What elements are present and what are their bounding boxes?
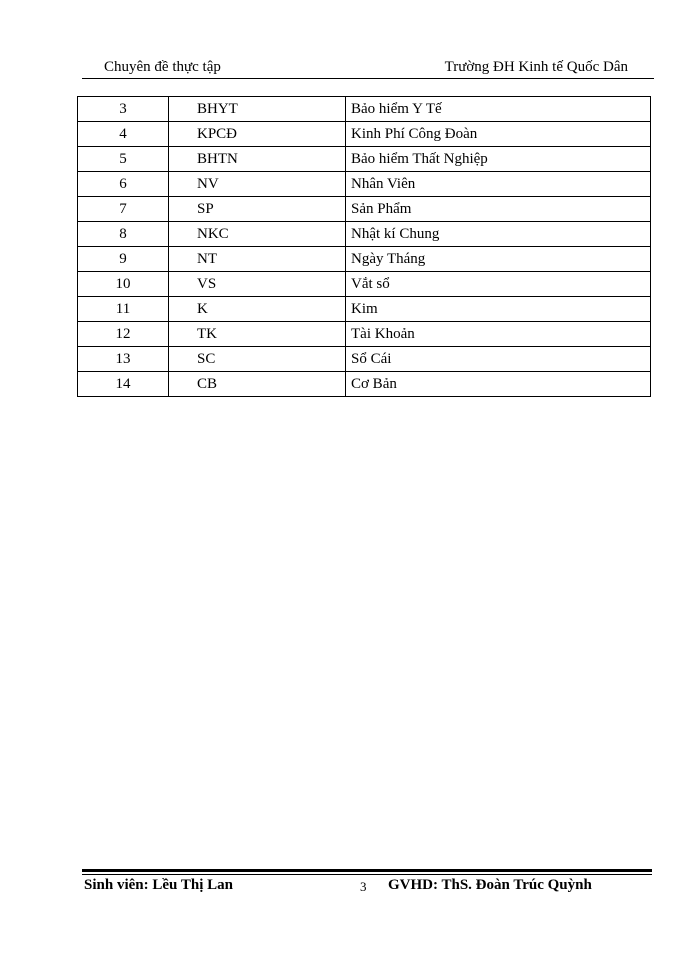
row-number-cell: 7 [78,197,169,222]
table-row [78,322,651,347]
abbreviation-cell: KPCĐ [169,122,346,147]
row-number-cell: 13 [78,347,169,372]
header-title: Chuyên đề thực tập [104,59,221,75]
abbreviation-cell: CB [169,372,346,397]
header-divider [82,78,654,79]
full-name-cell: Kim [346,297,651,322]
row-number-cell: 6 [78,172,169,197]
footer-student: Sinh viên: Lều Thị Lan [84,877,233,893]
footer-divider-thick [82,869,652,872]
abbreviation-cell: SC [169,347,346,372]
footer-advisor: GVHD: ThS. Đoàn Trúc Quỳnh [388,877,592,893]
abbreviation-cell: BHTN [169,147,346,172]
abbreviation-cell: SP [169,197,346,222]
header-school: Trường ĐH Kinh tế Quốc Dân [444,59,628,75]
row-number-cell: 11 [78,297,169,322]
page-number: 3 [360,879,367,894]
row-number-cell: 8 [78,222,169,247]
abbreviation-table-body [78,97,651,397]
full-name-cell: Vắt sổ [346,272,651,297]
full-name-cell: Tài Khoản [346,322,651,347]
page-footer [82,876,654,898]
abbreviation-cell: NKC [169,222,346,247]
table-row [78,97,651,122]
full-name-cell: Kinh Phí Công Đoàn [346,122,651,147]
table-row [78,197,651,222]
row-number-cell: 4 [78,122,169,147]
row-number-cell: 5 [78,147,169,172]
table-row [78,147,651,172]
abbreviation-cell: NV [169,172,346,197]
abbreviation-cell: NT [169,247,346,272]
row-number-cell: 9 [78,247,169,272]
row-number-cell: 12 [78,322,169,347]
row-number-cell: 3 [78,97,169,122]
table-row [78,272,651,297]
full-name-cell: Nhật kí Chung [346,222,651,247]
full-name-cell: Sản Phẩm [346,197,651,222]
table-row [78,297,651,322]
table-row [78,122,651,147]
abbreviation-table [77,96,651,397]
full-name-cell: Bảo hiểm Thất Nghiệp [346,147,651,172]
footer-divider-thin [82,874,652,875]
table-row [78,222,651,247]
row-number-cell: 10 [78,272,169,297]
full-name-cell: Bảo hiểm Y Tế [346,97,651,122]
table-row [78,347,651,372]
full-name-cell: Nhân Viên [346,172,651,197]
abbreviation-cell: BHYT [169,97,346,122]
row-number-cell: 14 [78,372,169,397]
full-name-cell: Sổ Cái [346,347,651,372]
full-name-cell: Cơ Bản [346,372,651,397]
table-row [78,372,651,397]
abbreviation-cell: VS [169,272,346,297]
full-name-cell: Ngày Tháng [346,247,651,272]
table-row [78,172,651,197]
abbreviation-cell: K [169,297,346,322]
abbreviation-cell: TK [169,322,346,347]
table-row [78,247,651,272]
